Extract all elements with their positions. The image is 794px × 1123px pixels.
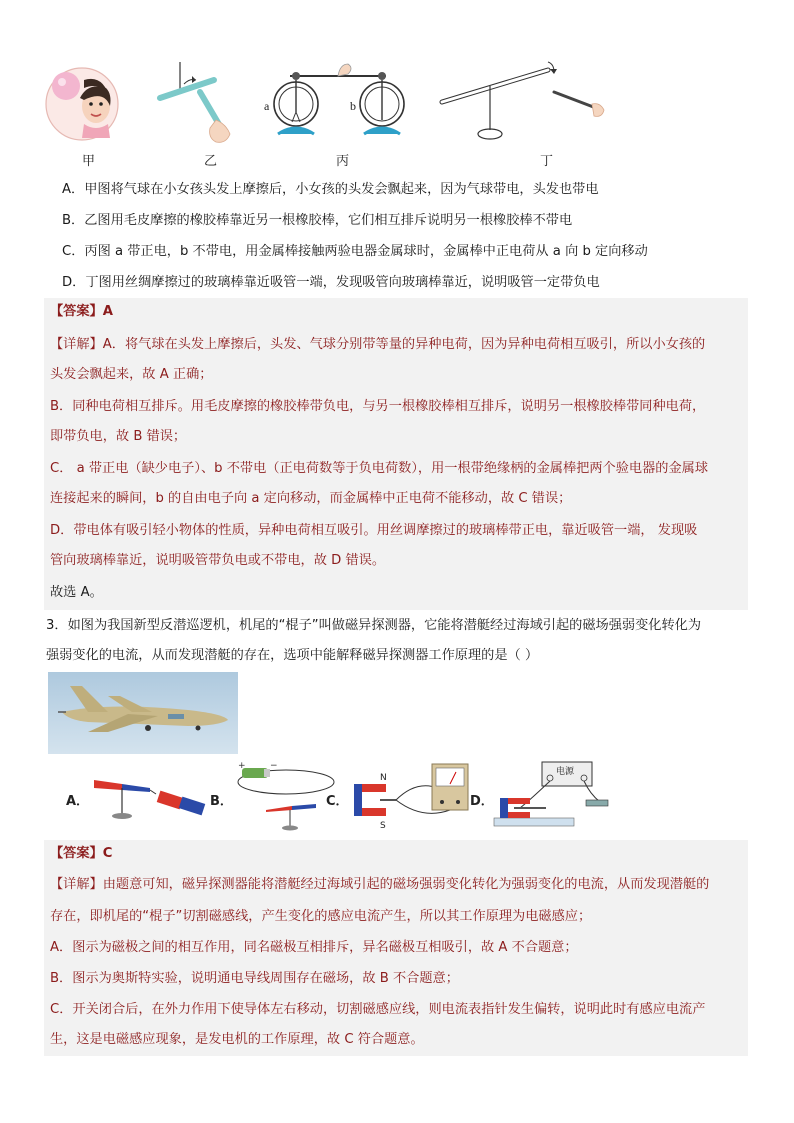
- q3-explanation-line-1: 【详解】由题意可知，磁异探测器能将潜艇经过海域引起的磁场强弱变化转化为强弱变化的电流，从而发现潜艇的: [50, 877, 710, 892]
- q3-option-label-b: B．: [210, 794, 233, 809]
- q2-explanation-line-2: 头发会飘起来，故 A 正确；: [50, 367, 213, 382]
- figure-label-jia: 甲: [82, 154, 96, 169]
- q3-explanation-line-4: B．图示为奥斯特实验，说明通电导线周围存在磁场，故 B 不合题意；: [50, 971, 459, 986]
- q3-stem-line-2: 强弱变化的电流，从而发现潜艇的存在，选项中能解释磁异探测器工作原理的是（ ）: [46, 648, 539, 663]
- q2-explanation-line-5: C． a 带正电（缺少电子）、b 不带电（正电荷数等于负电荷数），用一根带绝缘柄的金属棒把两个验电器的金属球: [50, 461, 709, 476]
- q2-explanation-line-7: D．带电体有吸引轻小物体的性质，异种电荷相互吸引。用丝调摩擦过的玻璃棒带正电，靠近吸管一端， 发现吸: [50, 523, 698, 538]
- girl-balloon-figure: [44, 60, 120, 146]
- q2-option-a: A．甲图将气球在小女孩头发上摩擦后，小女孩的头发会飘起来，因为气球带电，头发也带电: [62, 182, 599, 197]
- q2-answer-label: 【答案】A: [50, 304, 113, 319]
- q3-option-label-c: C．: [326, 794, 349, 809]
- figure-label-bing: 丙: [336, 154, 350, 169]
- q3-stem-line-1: 3．如图为我国新型反潜巡逻机，机尾的“棍子”叫做磁异探测器，它能将潜艇经过海域引起的磁场强弱变化转化为: [46, 618, 702, 633]
- electromagnetic-induction-figure: [346, 760, 476, 832]
- rubber-rods-figure: [154, 62, 244, 152]
- q2-explanation-line-1: 【详解】A．将气球在头发上摩擦后，头发、气球分别带等量的异种电荷，因为异种电荷相互吸引，所以小女孩的: [50, 337, 706, 352]
- magnets-interaction-figure: [88, 766, 212, 826]
- q2-option-b: B．乙图用毛皮摩擦的橡胶棒靠近另一根橡胶棒，它们相互排斥说明另一根橡胶棒不带电: [62, 213, 573, 228]
- q3-explanation-line-5: C．开关闭合后，在外力作用下使导体左右移动，切割磁感应线，则电流表指针发生偏转，说明此时有感应电流产: [50, 1002, 706, 1017]
- q2-conclusion: 故选 A。: [50, 585, 103, 600]
- magnet-south-label: S: [380, 821, 386, 831]
- q2-option-d: D．丁图用丝绸摩擦过的玻璃棒靠近吸管一端，发现吸管向玻璃棒靠近，说明吸管一定带负电: [62, 275, 600, 290]
- q2-explanation-line-6: 连接起来的瞬间，b 的自由电子向 a 定向移动，而金属棒中正电荷不能移动，故 C 错误；: [50, 491, 572, 506]
- q2-explanation-line-4: 即带负电，故 B 错误；: [50, 429, 187, 444]
- q3-explanation-line-2: 存在，即机尾的“棍子”切割磁感线，产生变化的感应电流产生，所以其工作原理为电磁感应；: [50, 909, 592, 924]
- q3-option-label-d: D．: [470, 794, 494, 809]
- svg-text:−: −: [270, 761, 278, 771]
- svg-text:+: +: [238, 761, 246, 771]
- q2-explanation-line-3: B．同种电荷相互排斥。用毛皮摩擦的橡胶棒带负电，与另一根橡胶棒相互排斥，说明另一根橡胶棒带同种电荷，: [50, 399, 706, 414]
- figure-label-ding: 丁: [540, 154, 554, 169]
- magnet-north-label: N: [380, 773, 387, 783]
- q2-answer-box: [44, 298, 748, 610]
- q2-option-c: C．丙图 a 带正电，b 不带电，用金属棒接触两验电器金属球时，金属棒中正电荷从 a 向 b 定向移动: [62, 244, 648, 259]
- q3-explanation-line-6: 生，这是电磁感应现象，是发电机的工作原理，故 C 符合题意。: [50, 1032, 424, 1047]
- q3-option-label-a: A．: [66, 794, 90, 809]
- power-supply-label: 电源: [556, 767, 575, 777]
- q3-answer-label: 【答案】C: [50, 846, 113, 861]
- q3-answer-box: [44, 840, 748, 1056]
- q3-options-figures: [60, 760, 620, 832]
- electroscopes-figure: [262, 60, 412, 150]
- figure-label-yi: 乙: [204, 154, 218, 169]
- straw-glass-rod-figure: [436, 60, 616, 150]
- electroscope-label-b: b: [350, 99, 356, 113]
- figure-strip-q2: [44, 60, 664, 170]
- q3-explanation-line-3: A．图示为磁极之间的相互作用，同名磁极互相排斥，异名磁极互相吸引，故 A 不合题意；: [50, 940, 578, 955]
- motor-principle-figure: [490, 760, 620, 832]
- q2-explanation-line-8: 管向玻璃棒靠近，说明吸管带负电或不带电，故 D 错误。: [50, 553, 386, 568]
- electroscope-label-a: a: [264, 99, 270, 113]
- patrol-aircraft-photo: [48, 672, 238, 754]
